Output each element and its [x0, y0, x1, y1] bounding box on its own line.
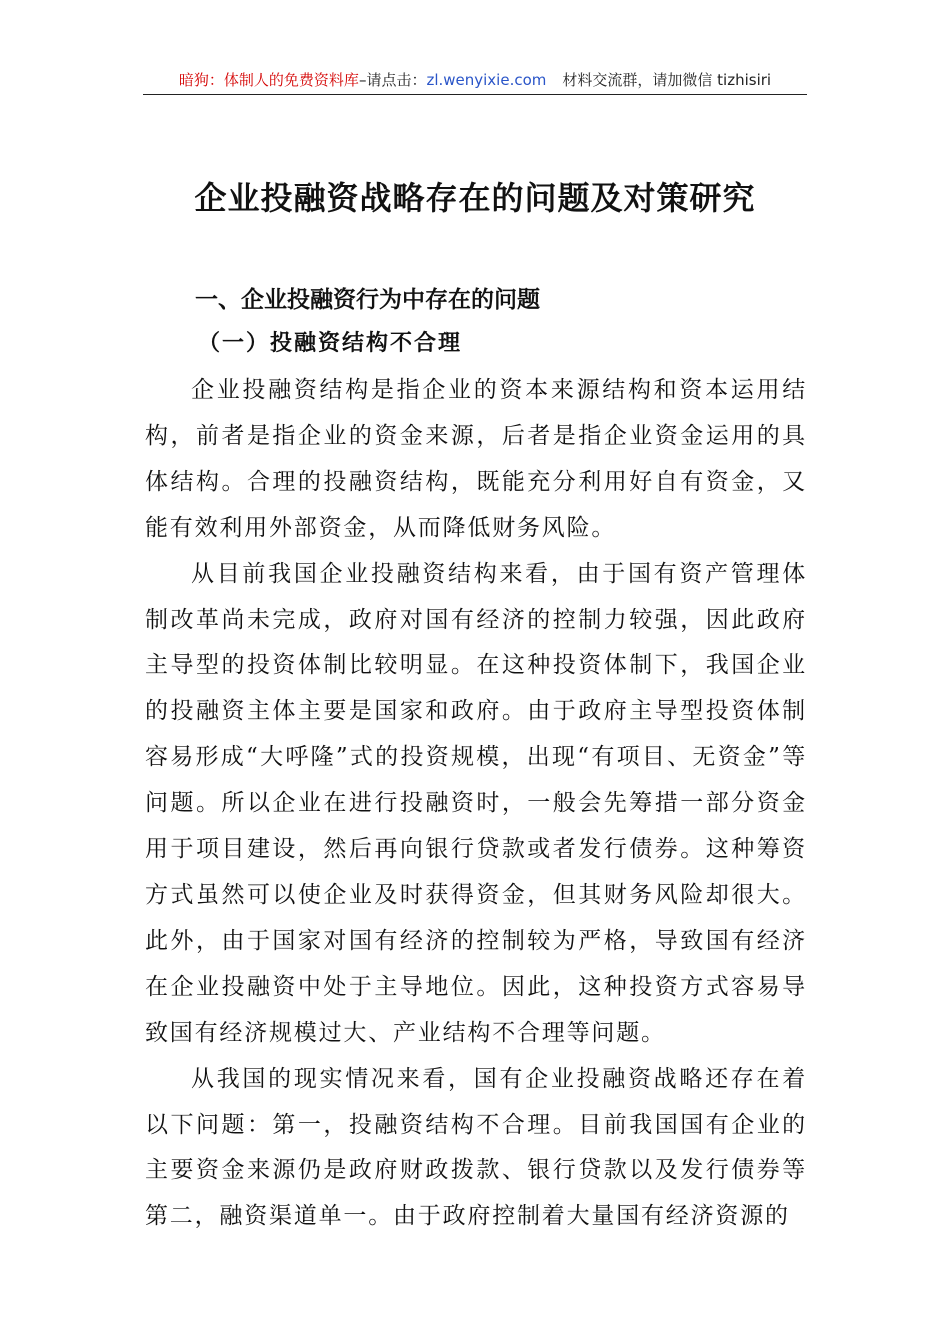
header-contact: 材料交流群，请加微信 tizhisiri	[562, 71, 772, 89]
header-url-link[interactable]: zl.wenyixie.com	[426, 71, 547, 89]
section-heading: 一、企业投融资行为中存在的问题	[195, 287, 540, 313]
header-prompt: –请点击：	[358, 71, 427, 89]
paragraph-2: 从目前我国企业投融资结构来看，由于国有资产管理体制改革尚未完成，政府对国有经济的控制力较强，因此政府主导型的投资体制比较明显。在这种投资体制下，我国企业的投融资主体主要是国家和政府。由于政府主导型投资体制容易形成“大呼隆”式的投资规模，出现“有项目、无资金”等问题。所以企业在进行投融资时，一般会先筹措一部分资金用于项目建设，然后再向银行贷款或者发行债券。这种筹资方式虽然可以使企业及时获得资金，但其财务风险却很大。此外，由于国家对国有经济的控制较为严格，导致国有经济在企业投融资中处于主导地位。因此，这种投资方式容易导致国有经济规模过大、产业结构不合理等问题。	[145, 560, 807, 1046]
paragraph-3: 从我国的现实情况来看，国有企业投融资战略还存在着以下问题：第一，投融资结构不合理。目前我国国有企业的主要资金来源仍是政府财政拨款、银行贷款以及发行债券等第二，融资渠道单一。由于政府控制着大量国有经济资源的	[145, 1065, 807, 1230]
document-title: 企业投融资战略存在的问题及对策研究	[194, 179, 756, 217]
paragraph-1: 企业投融资结构是指企业的资本来源结构和资本运用结构，前者是指企业的资金来源，后者是指企业资金运用的具体结构。合理的投融资结构，既能充分利用好自有资金，又能有效利用外部资金，从而降低财务风险。	[145, 377, 807, 541]
subsection-heading: （一）投融资结构不合理	[198, 330, 463, 356]
page-header	[143, 66, 807, 95]
header-site-label: 暗狗：体制人的免费资料库	[178, 71, 359, 89]
document-body	[145, 368, 807, 1240]
